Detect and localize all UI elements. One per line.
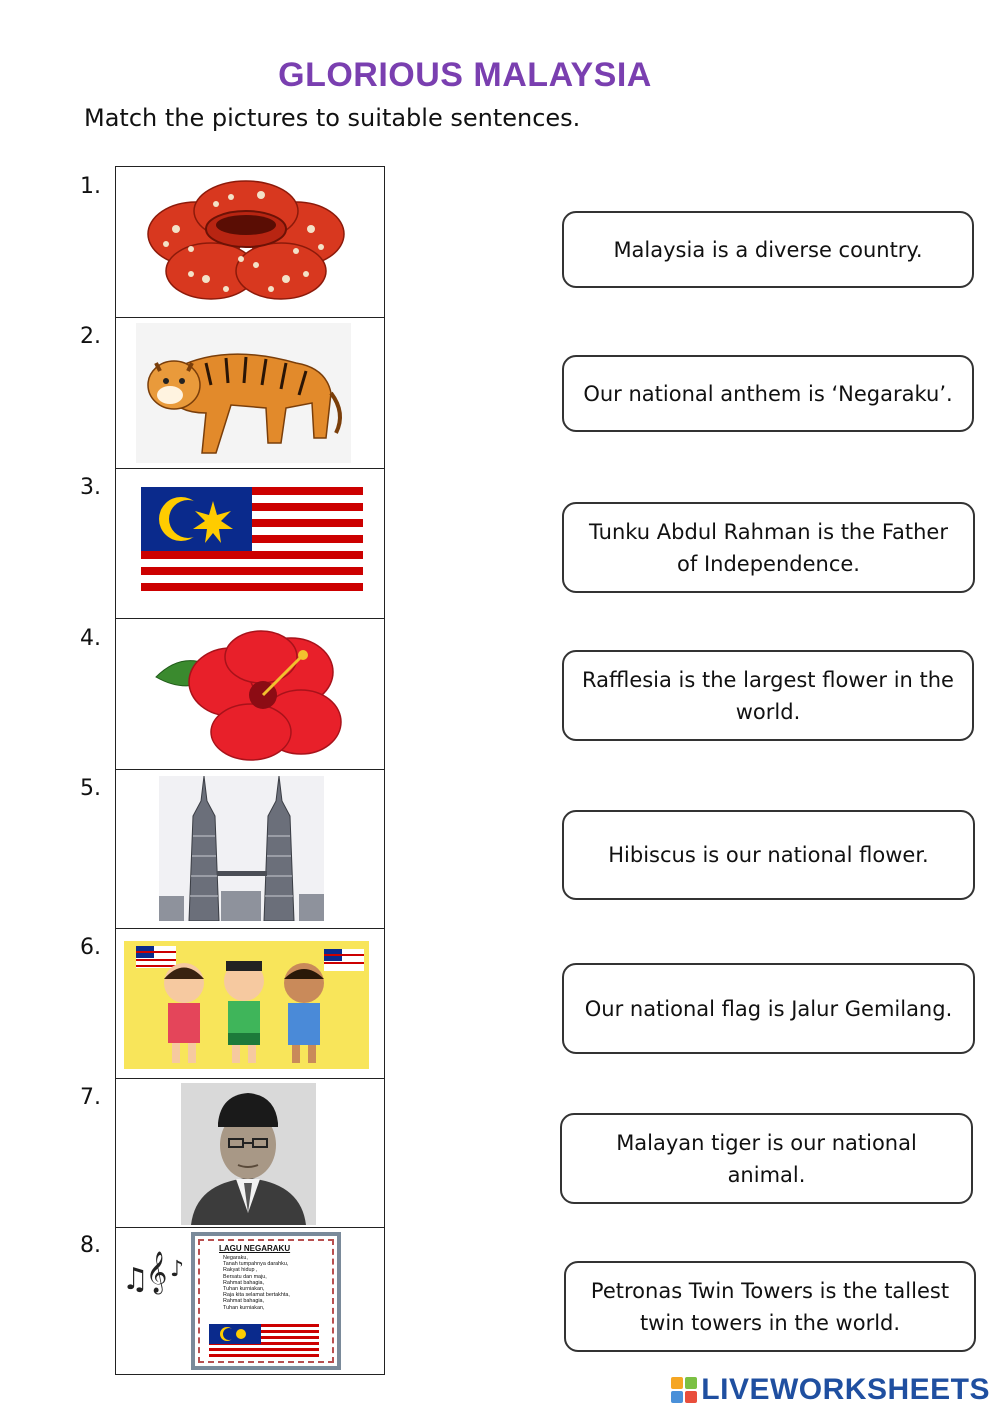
anthem-line: Negaraku, <box>223 1255 248 1261</box>
item-number: 7. <box>80 1085 101 1110</box>
small-flag-icon <box>209 1324 319 1358</box>
sentence-box[interactable]: Malayan tiger is our national animal. <box>560 1113 973 1204</box>
brand-text: LIVEWORKSHEETS <box>701 1373 990 1406</box>
item-number: 5. <box>80 776 101 801</box>
malaysia-flag-icon <box>141 487 363 599</box>
item-number: 8. <box>80 1233 101 1258</box>
sentence-box[interactable]: Hibiscus is our national flower. <box>562 810 975 900</box>
item-number: 2. <box>80 324 101 349</box>
svg-text:𝄞: 𝄞 <box>146 1252 168 1293</box>
anthem-line: Raja kita selamat bertakhta, <box>223 1292 290 1299</box>
worksheet-title: GLORIOUS MALAYSIA <box>278 56 652 94</box>
sentence-box[interactable]: Petronas Twin Towers is the tallest twin towers in the world. <box>564 1261 976 1352</box>
anthem-line: Tuhan kurniakan, <box>223 1286 265 1293</box>
children-icon <box>124 941 369 1069</box>
rafflesia-icon <box>146 179 346 304</box>
anthem-line: Tanah tumpahnya darahku, <box>223 1261 289 1268</box>
picture-cell-flag[interactable] <box>115 468 385 620</box>
picture-cell-tiger[interactable] <box>115 317 385 469</box>
anthem-heading: LAGU NEGARAKU <box>219 1244 291 1253</box>
item-number: 6. <box>80 935 101 960</box>
sentence-box[interactable]: Our national anthem is ‘Negaraku’. <box>562 355 974 432</box>
anthem-sheet-icon <box>191 1232 341 1370</box>
anthem-line: Rakyat hidup , <box>223 1267 258 1274</box>
liveworksheets-logo[interactable] <box>671 1373 990 1407</box>
liveworksheets-icon <box>671 1377 697 1403</box>
item-number: 3. <box>80 475 101 500</box>
tiger-icon <box>136 323 351 463</box>
tunku-portrait-icon <box>181 1083 316 1225</box>
twin-towers-icon <box>159 776 324 921</box>
item-number: 1. <box>80 174 101 199</box>
svg-text:♫: ♫ <box>122 1262 149 1297</box>
picture-cell-rafflesia[interactable] <box>115 166 385 318</box>
anthem-lines <box>223 1255 327 1311</box>
anthem-line: Rahmat bahagia, <box>223 1298 265 1305</box>
anthem-line: Bersatu dan maju, <box>223 1273 267 1280</box>
sentence-box[interactable]: Our national flag is Jalur Gemilang. <box>562 963 975 1054</box>
picture-cell-hibiscus[interactable] <box>115 618 385 770</box>
picture-cell-anthem[interactable] <box>115 1227 385 1375</box>
picture-cell-twin-towers[interactable] <box>115 769 385 929</box>
svg-text:♪: ♪ <box>170 1257 185 1282</box>
music-notes-icon <box>120 1244 190 1304</box>
anthem-line: Rahmat bahagia, <box>223 1279 265 1286</box>
picture-cell-tunku[interactable] <box>115 1078 385 1228</box>
picture-cell-children[interactable] <box>115 928 385 1080</box>
anthem-line: Tuhan kurniakan, <box>223 1304 265 1311</box>
instruction-text: Match the pictures to suitable sentences. <box>84 104 581 132</box>
sentence-box[interactable]: Rafflesia is the largest flower in the world. <box>562 650 974 741</box>
sentence-box[interactable]: Tunku Abdul Rahman is the Father of Independence. <box>562 502 975 593</box>
sentence-box[interactable]: Malaysia is a diverse country. <box>562 211 974 288</box>
hibiscus-icon <box>151 627 351 762</box>
item-number: 4. <box>80 626 101 651</box>
